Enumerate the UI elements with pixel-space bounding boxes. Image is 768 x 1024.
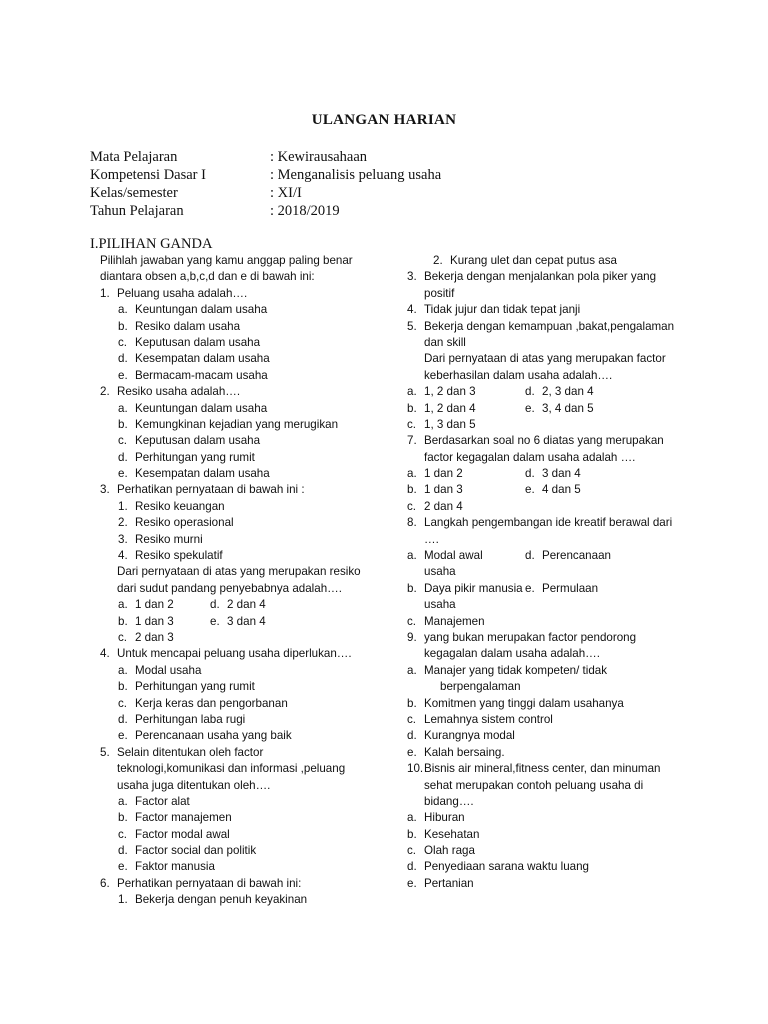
- text-line: [395, 384, 685, 400]
- text-line: [395, 859, 685, 875]
- info-row-year: [90, 202, 441, 220]
- item-text: Resiko usaha adalah….: [117, 385, 241, 399]
- text-line: [395, 548, 685, 564]
- info-label: Mata Pelajaran: [90, 149, 178, 165]
- item-number: 1.: [118, 499, 128, 513]
- item-text: Pertanian: [424, 876, 474, 890]
- item-text: Kemungkinan kejadian yang merugikan: [135, 417, 339, 431]
- item-number: e.: [118, 860, 128, 874]
- item-number: b.: [118, 417, 128, 431]
- item-text: 1 dan 3: [135, 614, 174, 628]
- item-number: 5.: [100, 745, 110, 759]
- text-line: [395, 696, 685, 712]
- text-line: [90, 745, 390, 761]
- info-value: : Kewirausahaan: [270, 149, 368, 165]
- item-number: d.: [525, 549, 535, 563]
- item-number: b.: [118, 614, 128, 628]
- text-line: [90, 269, 390, 285]
- item-text: usaha juga ditentukan oleh….: [117, 778, 271, 792]
- text-line: [395, 745, 685, 761]
- item-number: 4.: [118, 549, 128, 563]
- text-line: [395, 728, 685, 744]
- item-number: a.: [118, 663, 128, 677]
- text-line: [90, 384, 390, 400]
- item-text: Keuntungan dalam usaha: [135, 401, 268, 415]
- info-row-class: [90, 184, 441, 202]
- item-number: e.: [118, 729, 128, 743]
- item-text: Resiko spekulatif: [135, 549, 223, 563]
- section-title: I.PILIHAN GANDA: [90, 236, 213, 252]
- text-line: [90, 286, 390, 302]
- item-text: 1 dan 3: [424, 483, 463, 497]
- item-text: Langkah pengembangan ide kreatif berawal dari: [424, 516, 673, 530]
- item-text: 3 dan 4: [227, 614, 266, 628]
- item-text: Hiburan: [424, 811, 465, 825]
- item-text: Modal usaha: [135, 663, 202, 677]
- item-number: 1.: [118, 893, 128, 907]
- item-number: a.: [407, 549, 417, 563]
- item-text: Dari pernyataan di atas yang merupakan factor: [424, 352, 666, 366]
- text-line: [395, 761, 685, 777]
- text-line: [90, 548, 390, 564]
- item-text: yang bukan merupakan factor pendorong: [424, 630, 637, 644]
- item-number: a.: [407, 467, 417, 481]
- info-block: [90, 148, 441, 220]
- item-text: Lemahnya sistem control: [424, 712, 553, 726]
- item-text: Manajer yang tidak kompeten/ tidak: [424, 663, 608, 677]
- item-number: c.: [118, 827, 128, 841]
- item-text: Kerja keras dan pengorbanan: [135, 696, 288, 710]
- item-number: d.: [118, 844, 128, 858]
- text-line: [395, 663, 685, 679]
- item-number: e.: [525, 483, 535, 497]
- item-text: 3, 4 dan 5: [542, 401, 594, 415]
- text-line: [395, 319, 685, 335]
- item-number: d.: [118, 450, 128, 464]
- text-line: [395, 679, 685, 695]
- text-line: [395, 876, 685, 892]
- info-row-subject: [90, 148, 441, 166]
- item-text: berpengalaman: [440, 680, 521, 694]
- item-text: Factor social dan politik: [135, 844, 257, 858]
- text-line: [90, 663, 390, 679]
- item-text: dari sudut pandang penyebabnya adalah….: [117, 581, 342, 595]
- item-number: 2.: [100, 385, 110, 399]
- item-text: Keuntungan dalam usaha: [135, 303, 268, 317]
- text-line: [395, 778, 685, 794]
- item-text: Bekerja dengan menjalankan pola piker yang: [424, 270, 657, 284]
- item-number: d.: [118, 712, 128, 726]
- text-line: [395, 810, 685, 826]
- text-line: [395, 499, 685, 515]
- item-number: 4.: [407, 303, 417, 317]
- item-number: d.: [118, 352, 128, 366]
- item-number: c.: [407, 614, 417, 628]
- item-text: 2, 3 dan 4: [542, 385, 594, 399]
- item-text: 1 dan 2: [424, 467, 463, 481]
- item-number: 3.: [407, 270, 417, 284]
- text-line: [90, 532, 390, 548]
- item-text: Untuk mencapai peluang usaha diperlukan….: [117, 647, 352, 661]
- item-number: c.: [407, 499, 417, 513]
- item-number: 2.: [433, 254, 443, 267]
- info-label: Kompetensi Dasar I: [90, 167, 206, 183]
- item-number: a.: [118, 401, 128, 415]
- item-number: e.: [525, 581, 535, 595]
- info-label: Tahun Pelajaran: [90, 203, 184, 219]
- item-text: Perhitungan laba rugi: [135, 712, 246, 726]
- item-number: c.: [118, 696, 128, 710]
- text-line: [90, 778, 390, 794]
- text-line: [395, 564, 685, 580]
- text-line: [90, 614, 390, 630]
- item-number: c.: [407, 417, 417, 431]
- text-line: [90, 482, 390, 498]
- item-text: Factor alat: [135, 794, 190, 808]
- item-number: e.: [210, 614, 220, 628]
- item-text: keberhasilan dalam usaha adalah….: [424, 368, 613, 382]
- item-number: 6.: [100, 876, 110, 890]
- text-line: [90, 401, 390, 417]
- item-number: d.: [525, 385, 535, 399]
- item-text: Factor manajemen: [135, 811, 232, 825]
- item-text: 4 dan 5: [542, 483, 581, 497]
- text-line: [395, 827, 685, 843]
- text-line: [90, 433, 390, 449]
- item-text: 2 dan 3: [135, 630, 174, 644]
- text-line: [395, 532, 685, 548]
- item-number: d.: [407, 860, 417, 874]
- item-number: d.: [525, 467, 535, 481]
- item-text: factor kegagalan dalam usaha adalah ….: [424, 450, 636, 464]
- item-text: Perhitungan yang rumit: [135, 680, 255, 694]
- text-line: [395, 515, 685, 531]
- text-line: [395, 269, 685, 285]
- item-number: c.: [118, 335, 128, 349]
- text-line: [395, 302, 685, 318]
- text-line: [395, 368, 685, 384]
- item-text: positif: [424, 286, 455, 300]
- item-text: 2 dan 4: [227, 598, 266, 612]
- item-number: b.: [407, 696, 417, 710]
- text-line: [395, 794, 685, 810]
- item-text: Bekerja dengan penuh keyakinan: [135, 893, 308, 907]
- item-text: Peluang usaha adalah….: [117, 286, 248, 300]
- item-text: Resiko keuangan: [135, 499, 225, 513]
- text-line: [90, 302, 390, 318]
- item-text: diantara obsen a,b,c,d dan e di bawah ini:: [100, 270, 315, 284]
- item-number: e.: [407, 745, 417, 759]
- text-line: [90, 417, 390, 433]
- item-number: b.: [118, 319, 128, 333]
- item-text: Komitmen yang tinggi dalam usahanya: [424, 696, 624, 710]
- text-line: [395, 646, 685, 662]
- item-number: c.: [118, 630, 128, 644]
- item-number: a.: [407, 811, 417, 825]
- text-line: [395, 286, 685, 302]
- item-number: b.: [118, 811, 128, 825]
- text-line: [395, 581, 685, 597]
- item-text: Kesehatan: [424, 827, 480, 841]
- item-number: c.: [407, 712, 417, 726]
- text-line: [90, 581, 390, 597]
- item-number: a.: [407, 663, 417, 677]
- item-text: Kesempatan dalam usaha: [135, 467, 270, 481]
- item-number: b.: [407, 581, 417, 595]
- text-line: [395, 482, 685, 498]
- item-text: 3 dan 4: [542, 467, 581, 481]
- text-line: [90, 810, 390, 826]
- item-text: 1, 2 dan 4: [424, 401, 476, 415]
- item-number: 3.: [100, 483, 110, 497]
- info-label: Kelas/semester: [90, 185, 178, 201]
- item-text: Factor modal awal: [135, 827, 230, 841]
- text-line: [395, 433, 685, 449]
- text-line: [90, 679, 390, 695]
- item-number: 1.: [100, 286, 110, 300]
- text-line: [90, 646, 390, 662]
- text-line: [90, 515, 390, 531]
- text-line: [90, 597, 390, 613]
- item-text: Dari pernyataan di atas yang merupakan resiko: [117, 565, 361, 579]
- item-text: Pilihlah jawaban yang kamu anggap paling benar: [100, 254, 353, 267]
- item-text: sehat merupakan contoh peluang usaha di: [424, 778, 644, 792]
- item-number: d.: [210, 598, 220, 612]
- item-text: usaha: [424, 598, 456, 612]
- left-column: [90, 253, 390, 909]
- item-number: a.: [407, 385, 417, 399]
- item-text: Penyediaan sarana waktu luang: [424, 860, 590, 874]
- item-text: usaha: [424, 565, 456, 579]
- item-text: ….: [424, 532, 439, 546]
- info-value: : Menganalisis peluang usaha: [270, 167, 442, 183]
- text-line: [395, 630, 685, 646]
- item-number: 5.: [407, 319, 417, 333]
- item-text: 1 dan 2: [135, 598, 174, 612]
- text-line: [395, 253, 685, 269]
- item-number: c.: [407, 844, 417, 858]
- text-line: [395, 466, 685, 482]
- text-line: [90, 630, 390, 646]
- right-column: [395, 253, 685, 892]
- item-number: 9.: [407, 630, 417, 644]
- item-text: 1, 2 dan 3: [424, 385, 476, 399]
- document-title: ULANGAN HARIAN: [311, 112, 457, 128]
- text-line: [90, 892, 390, 908]
- text-line: [395, 450, 685, 466]
- item-text: Bermacam-macam usaha: [135, 368, 268, 382]
- text-line: [90, 564, 390, 580]
- item-number: b.: [118, 680, 128, 694]
- item-text: Kurangnya modal: [424, 729, 515, 743]
- text-line: [90, 368, 390, 384]
- text-line: [90, 335, 390, 351]
- text-line: [90, 253, 390, 269]
- item-number: b.: [407, 483, 417, 497]
- item-text: Kesempatan dalam usaha: [135, 352, 270, 366]
- item-text: kegagalan dalam usaha adalah….: [424, 647, 600, 661]
- item-number: c.: [118, 434, 128, 448]
- item-text: Bekerja dengan kemampuan ,bakat,pengalaman: [424, 319, 675, 333]
- item-text: Selain ditentukan oleh factor: [117, 745, 264, 759]
- text-line: [90, 450, 390, 466]
- item-number: 3.: [118, 532, 128, 546]
- item-text: Tidak jujur dan tidak tepat janji: [424, 303, 581, 317]
- item-number: 8.: [407, 516, 417, 530]
- item-number: b.: [407, 827, 417, 841]
- item-text: Kalah bersaing.: [424, 745, 505, 759]
- text-line: [90, 794, 390, 810]
- text-line: [90, 696, 390, 712]
- info-value: : 2018/2019: [270, 203, 340, 219]
- item-text: Resiko dalam usaha: [135, 319, 241, 333]
- text-line: [90, 319, 390, 335]
- item-text: Keputusan dalam usaha: [135, 434, 261, 448]
- item-number: e.: [525, 401, 535, 415]
- item-text: Modal awal: [424, 549, 483, 563]
- item-number: e.: [118, 368, 128, 382]
- item-text: Daya pikir manusia: [424, 581, 523, 595]
- item-text: Perhatikan pernyataan di bawah ini:: [117, 876, 302, 890]
- text-line: [395, 351, 685, 367]
- item-text: Resiko operasional: [135, 516, 234, 530]
- text-line: [90, 351, 390, 367]
- item-number: e.: [118, 467, 128, 481]
- item-number: a.: [118, 598, 128, 612]
- item-text: Perhatikan pernyataan di bawah ini :: [117, 483, 305, 497]
- item-text: Perhitungan yang rumit: [135, 450, 255, 464]
- item-number: 7.: [407, 434, 417, 448]
- item-text: Perencanaan usaha yang baik: [135, 729, 292, 743]
- item-text: Kurang ulet dan cepat putus asa: [450, 254, 617, 267]
- item-text: dan skill: [424, 335, 466, 349]
- item-text: teknologi,komunikasi dan informasi ,peluang: [117, 762, 346, 776]
- item-text: Berdasarkan soal no 6 diatas yang merupakan: [424, 434, 664, 448]
- text-line: [395, 614, 685, 630]
- text-line: [90, 761, 390, 777]
- item-number: d.: [407, 729, 417, 743]
- text-line: [90, 466, 390, 482]
- item-number: 10.: [407, 762, 424, 776]
- text-line: [90, 859, 390, 875]
- item-text: Olah raga: [424, 844, 475, 858]
- item-text: 1, 3 dan 5: [424, 417, 476, 431]
- text-line: [90, 712, 390, 728]
- item-text: 2 dan 4: [424, 499, 463, 513]
- text-line: [395, 597, 685, 613]
- info-row-competency: [90, 166, 441, 184]
- item-number: e.: [407, 876, 417, 890]
- item-number: a.: [118, 303, 128, 317]
- item-text: Perencanaan: [542, 549, 611, 563]
- item-number: 4.: [100, 647, 110, 661]
- item-text: Manajemen: [424, 614, 485, 628]
- item-text: Keputusan dalam usaha: [135, 335, 261, 349]
- item-text: bidang….: [424, 794, 474, 808]
- item-text: Permulaan: [542, 581, 599, 595]
- text-line: [395, 335, 685, 351]
- item-number: b.: [407, 401, 417, 415]
- text-line: [395, 401, 685, 417]
- text-line: [395, 843, 685, 859]
- text-line: [395, 417, 685, 433]
- item-number: 2.: [118, 516, 128, 530]
- text-line: [90, 827, 390, 843]
- item-text: Faktor manusia: [135, 860, 215, 874]
- item-text: Resiko murni: [135, 532, 203, 546]
- text-line: [90, 728, 390, 744]
- text-line: [90, 876, 390, 892]
- text-line: [395, 712, 685, 728]
- info-value: : XI/I: [270, 185, 302, 201]
- text-line: [90, 499, 390, 515]
- item-text: Bisnis air mineral,fitness center, dan minuman: [424, 762, 661, 776]
- text-line: [90, 843, 390, 859]
- item-number: a.: [118, 794, 128, 808]
